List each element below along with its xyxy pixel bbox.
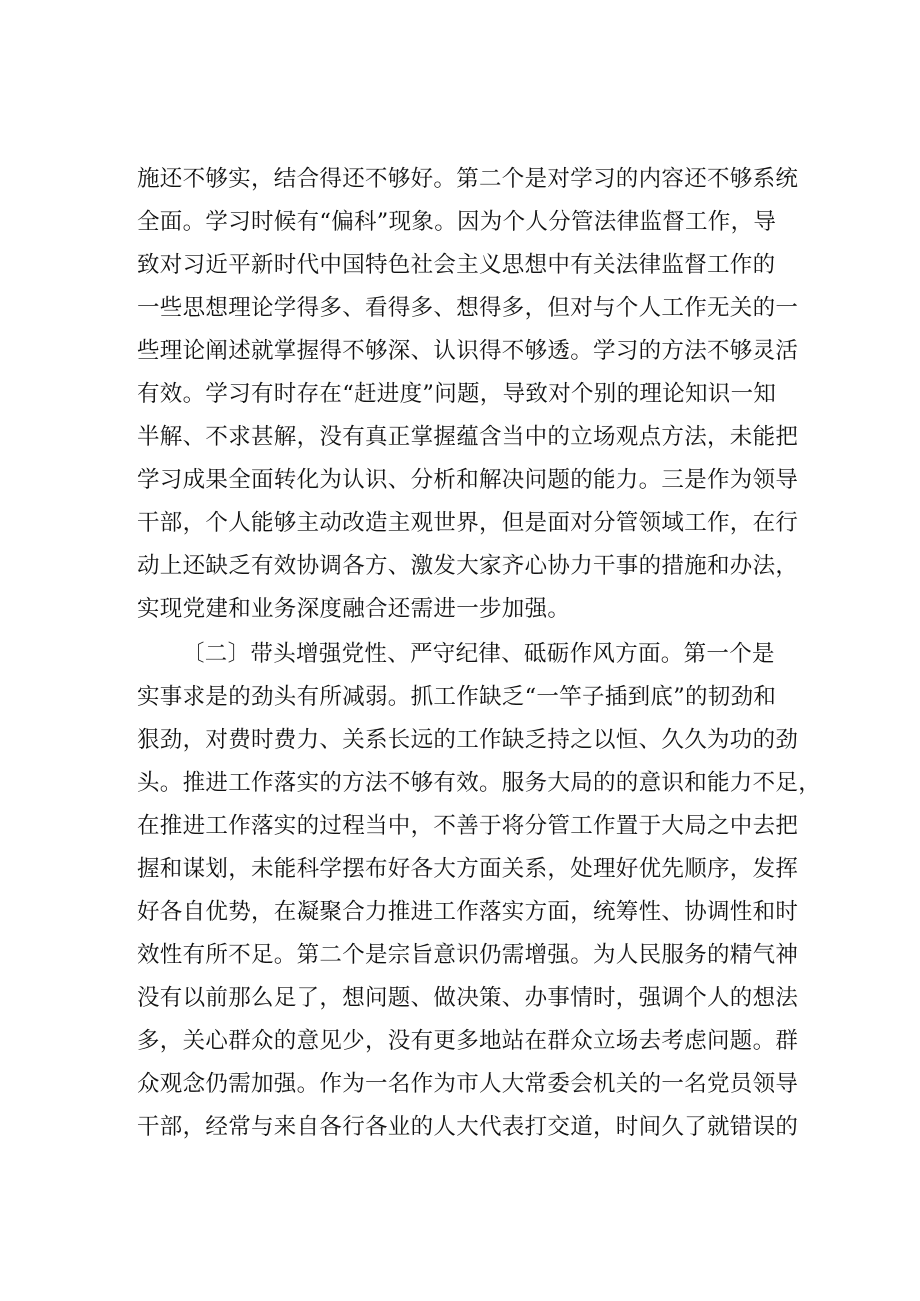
text-line: 好各自优势，在凝聚合力推进工作落实方面，统筹性、协调性和时 <box>137 899 799 925</box>
document-body <box>137 158 822 1149</box>
text-line: 多，关心群众的意见少，没有更多地站在群众立场去考虑问题。群 <box>137 1028 799 1054</box>
paragraph-1 <box>137 158 797 631</box>
text-line: 干部，个人能够主动改造主观世界，但是面对分管领域工作，在行 <box>137 510 799 536</box>
text-line: 实现党建和业务深度融合还需进一步加强。 <box>137 596 571 622</box>
text-line: 头。推进工作落实的方法不够有效。服务大局的的意识和能力不足， <box>137 770 822 796</box>
text-line: 学习成果全面转化为认识、分析和解决问题的能力。三是作为领导 <box>137 467 799 493</box>
text-line: 狠劲，对费时费力、关系长远的工作缺乏持之以恒、久久为功的劲 <box>137 727 799 753</box>
text-line: 干部，经常与来自各行各业的人大代表打交道，时间久了就错误的 <box>137 1114 799 1140</box>
text-line: 有效。学习有时存在“赶进度”问题，导致对个别的理论知识一知 <box>137 381 777 407</box>
text-line: 施还不够实，结合得还不够好。第二个是对学习的内容还不够系统 <box>137 166 799 192</box>
text-line: 一些思想理论学得多、看得多、想得多，但对与个人工作无关的一 <box>137 295 799 321</box>
section-heading-line: 〔二〕带头增强党性、严守纪律、砥砺作风方面。第一个是 <box>182 641 775 667</box>
text-line: 众观念仍需加强。作为一名作为市人大常委会机关的一名党员领导 <box>137 1071 799 1097</box>
text-line: 半解、不求甚解，没有真正掌握蕴含当中的立场观点方法，未能把 <box>137 424 799 450</box>
text-line: 全面。学习时候有“偏科”现象。因为个人分管法律监督工作，导 <box>137 209 777 235</box>
paragraph-2 <box>137 633 822 1149</box>
text-line: 致对习近平新时代中国特色社会主义思想中有关法律监督工作的 <box>137 252 776 278</box>
text-line: 握和谋划，未能科学摆布好各大方面关系，处理好优先顺序，发挥 <box>137 856 799 882</box>
text-line: 实事求是的劲头有所减弱。抓工作缺乏“一竿子插到底”的韧劲和 <box>137 684 777 710</box>
text-line: 效性有所不足。第二个是宗旨意识仍需增强。为人民服务的精气神 <box>137 942 799 968</box>
text-line: 些理论阐述就掌握得不够深、认识得不够透。学习的方法不够灵活 <box>137 338 799 364</box>
text-line: 没有以前那么足了，想问题、做决策、办事情时，强调个人的想法 <box>137 985 799 1011</box>
text-line: 在推进工作落实的过程当中，不善于将分管工作置于大局之中去把 <box>137 813 799 839</box>
text-line: 动上还缺乏有效协调各方、激发大家齐心协力干事的措施和办法， <box>137 553 799 579</box>
